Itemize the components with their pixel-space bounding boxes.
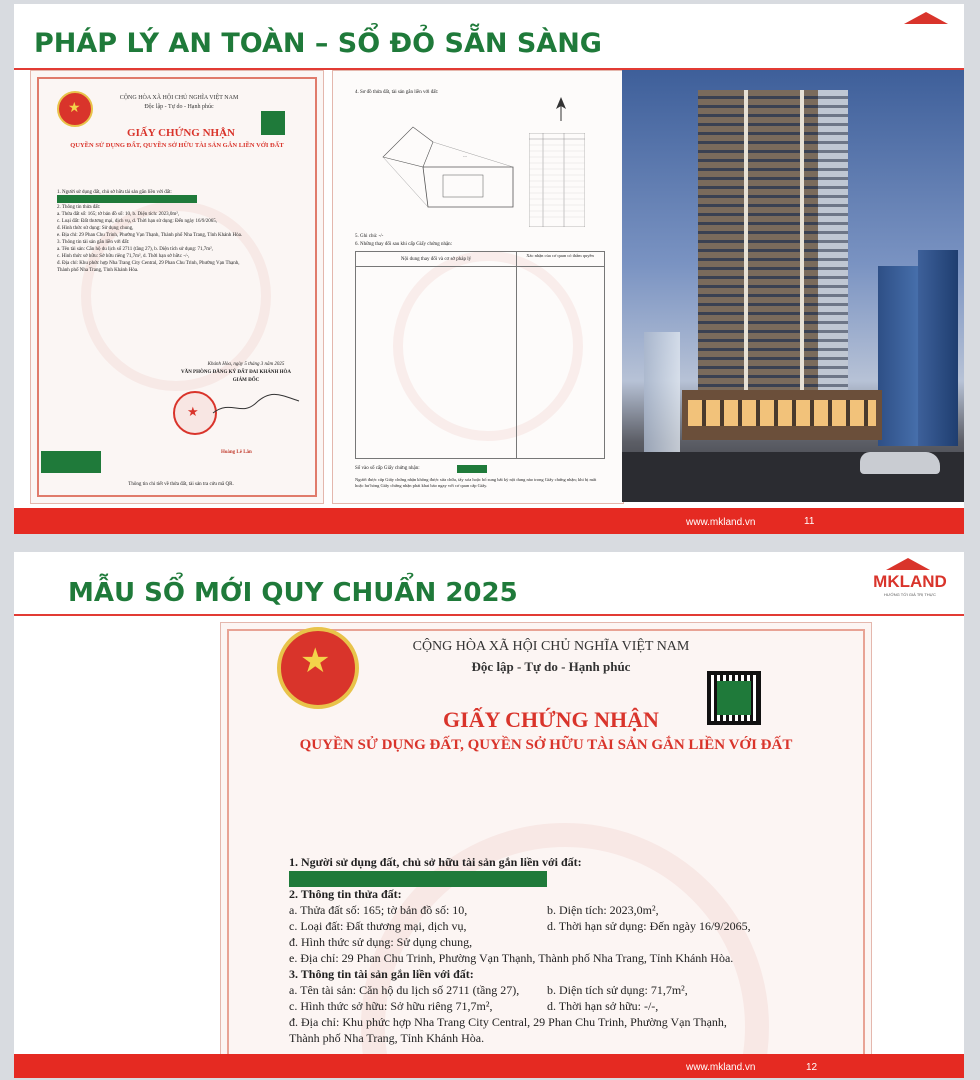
roof-icon: [886, 558, 930, 570]
cert-line: 1. Người sử dụng đất, chủ sở hữu tài sản gắn liền với đất:: [57, 190, 172, 195]
page-number: 12: [806, 1062, 818, 1073]
changes-table: [355, 251, 605, 459]
qr-note: Thông tin chi tiết về thửa đất, tài sản tra cứu mã QR.: [128, 482, 234, 487]
usage-term: d. Thời hạn sử dụng: Đến ngày 16/9/2065,: [547, 919, 751, 933]
land-plot-diagram: [373, 97, 523, 227]
cert-line: a. Thửa đất số: 165; tờ bản đồ số: 10, b. Diện tích: 2023,0m²,: [57, 212, 180, 217]
footer-bar: [14, 1054, 964, 1078]
signer-name: Hoàng Lê Lân: [221, 450, 252, 455]
signature-icon: [211, 389, 301, 419]
cert-line: đ. Địa chỉ: Khu phức hợp Nha Trang City Central, 29 Phan Chu Trinh, Phường Vạn Thạnh,: [57, 261, 240, 266]
motto: Độc lập - Tự do - Hạnh phúc: [471, 659, 631, 674]
issuing-office: VĂN PHÒNG ĐĂNG KÝ ĐẤT ĐAI KHÁNH HÒA: [180, 370, 292, 375]
logo: [904, 12, 950, 48]
asset-area: b. Diện tích sử dụng: 71,7m²,: [547, 983, 688, 997]
national-emblem-icon: ★: [57, 91, 93, 127]
redacted-owner: [289, 871, 547, 887]
section-4-heading: 4. Sơ đồ thửa đất, tài sản gắn liền với đất:: [355, 90, 439, 95]
footer-url[interactable]: www.mkland.vn: [686, 517, 756, 528]
tower-icon: [698, 90, 848, 420]
cert-line: 3. Thông tin tài sản gắn liền với đất:: [57, 240, 130, 245]
cert-line: e. Địa chỉ: 29 Phan Chu Trinh, Phường Vạn Thạnh, Thành phố Nha Trang, Tỉnh Khánh Hòa.: [57, 233, 243, 238]
cert-line: c. Loại đất: Đất thương mại, dịch vụ, d. Thời hạn sử dụng: Đến ngày 16/9/2065,: [57, 219, 218, 224]
official-seal-icon: ★: [173, 391, 217, 435]
parcel-area: b. Diện tích: 2023,0m²,: [547, 903, 659, 917]
signer-role: GIÁM ĐỐC: [232, 378, 260, 383]
section-5-note: 5. Ghi chú: -/-: [355, 234, 384, 239]
redacted-owner: [57, 195, 197, 203]
land-type: c. Loại đất: Đất thương mại, dịch vụ,: [289, 919, 467, 933]
certificate-title: GIẤY CHỨNG NHẬN: [127, 127, 235, 139]
redacted-cert-number: [457, 465, 487, 473]
slide-title: PHÁP LÝ AN TOÀN – SỔ ĐỎ SẴN SÀNG: [34, 28, 602, 59]
certificate-note: Người được cấp Giấy chứng nhận không được sửa chữa, tẩy xóa hoặc bổ sung bất kỳ nội dung nào trong Giấy chứng nhận; khi bị mất hoặc hư hỏng Giấy chứng nhận phải khai báo ngay với cơ quan cấp Giấy.: [355, 477, 597, 488]
motto: Độc lập - Tự do - Hạnh phúc: [144, 104, 214, 110]
certificate-lines: [57, 189, 312, 274]
asset-address-cont: Thành phố Nha Trang, Tỉnh Khánh Hòa.: [289, 1031, 485, 1045]
slide-title: MẪU SỔ MỚI QUY CHUẨN 2025: [68, 578, 518, 608]
slide-2: [14, 552, 964, 1078]
asset-name: a. Tên tài sản: Căn hộ du lịch số 2711 (tầng 27),: [289, 983, 520, 997]
asset-address: đ. Địa chỉ: Khu phức hợp Nha Trang City Central, 29 Phan Chu Trinh, Phường Vạn Thạnh,: [289, 1015, 727, 1029]
certificate-subtitle: QUYỀN SỬ DỤNG ĐẤT, QUYỀN SỞ HỮU TÀI SẢN GẮN LIỀN VỚI ĐẤT: [299, 737, 793, 753]
page-number: 11: [804, 516, 815, 527]
logo-slogan: HƯỚNG TỚI GIÁ TRỊ THỰC: [884, 592, 936, 597]
section-2-heading: 2. Thông tin thửa đất:: [289, 887, 402, 901]
footer-url[interactable]: www.mkland.vn: [686, 1062, 756, 1073]
issue-date: Khánh Hòa, ngày 5 tháng 3 năm 2025: [207, 362, 285, 367]
redacted-serial: [41, 451, 101, 473]
cert-line: c. Hình thức sở hữu: Sở hữu riêng 71,7m², d. Thời hạn sở hữu: -/-,: [57, 254, 190, 259]
cert-line: a. Tên tài sản: Căn hộ du lịch số 2711 (tầng 27), b. Diện tích sử dụng: 71,7m²,: [57, 247, 213, 252]
section-3-heading: 3. Thông tin tài sản gắn liền với đất:: [289, 967, 474, 981]
section-6-heading: 6. Những thay đổi sau khi cấp Giấy chứng nhận:: [355, 242, 453, 247]
logo-text: MKLAND: [873, 572, 947, 591]
usage-form: đ. Hình thức sử dụng: Sử dụng chung,: [289, 935, 473, 949]
national-emblem-icon: ★: [277, 627, 359, 709]
car-icon: [860, 452, 940, 474]
nation-header: CỘNG HÒA XÃ HỘI CHỦ NGHĨA VIỆT NAM: [412, 639, 690, 654]
north-arrow-icon: [555, 97, 567, 121]
cert-line: Thành phố Nha Trang, Tỉnh Khánh Hòa.: [57, 268, 139, 273]
cert-line: đ. Hình thức sử dụng: Sử dụng chung,: [57, 226, 134, 231]
title-rule: [14, 614, 964, 616]
certificate-2025: [220, 622, 872, 1078]
certificate-page-1: [30, 70, 324, 504]
ownership-term: d. Thời hạn sở hữu: -/-,: [547, 999, 659, 1013]
cert-line: 2. Thông tin thửa đất:: [57, 205, 101, 210]
parcel-number: a. Thửa đất số: 165; tờ bản đồ số: 10,: [289, 903, 468, 917]
certificate-page-2: [332, 70, 624, 504]
svg-text:---: ---: [463, 153, 467, 158]
coordinate-table: [529, 133, 585, 227]
section-1-heading: 1. Người sử dụng đất, chủ sở hữu tài sản gắn liền với đất:: [289, 855, 582, 869]
roof-icon: [904, 12, 948, 24]
slide-1: [14, 4, 964, 534]
building-photo: [622, 70, 964, 502]
certificate-subtitle: QUYỀN SỬ DỤNG ĐẤT, QUYỀN SỞ HỮU TÀI SẢN GẮN LIỀN VỚI ĐẤT: [70, 142, 284, 149]
certificate-title: GIẤY CHỨNG NHẬN: [443, 707, 659, 732]
table-header-changes: Nội dung thay đổi và cơ sở pháp lý: [400, 257, 472, 262]
footer-bar: [14, 508, 964, 534]
ownership-form: c. Hình thức sở hữu: Sở hữu riêng 71,7m²,: [289, 999, 493, 1013]
nation-header: CỘNG HÒA XÃ HỘI CHỦ NGHĨA VIỆT NAM: [119, 95, 239, 101]
table-header-confirmation: Xác nhận của cơ quan có thẩm quyền: [526, 253, 594, 258]
parcel-address: e. Địa chỉ: 29 Phan Chu Trinh, Phường Vạn Thạnh, Thành phố Nha Trang, Tỉnh Khánh Hòa.: [289, 951, 734, 965]
logo: [870, 558, 950, 604]
cert-number-label: Số vào sổ cấp Giấy chứng nhận:: [355, 466, 420, 471]
